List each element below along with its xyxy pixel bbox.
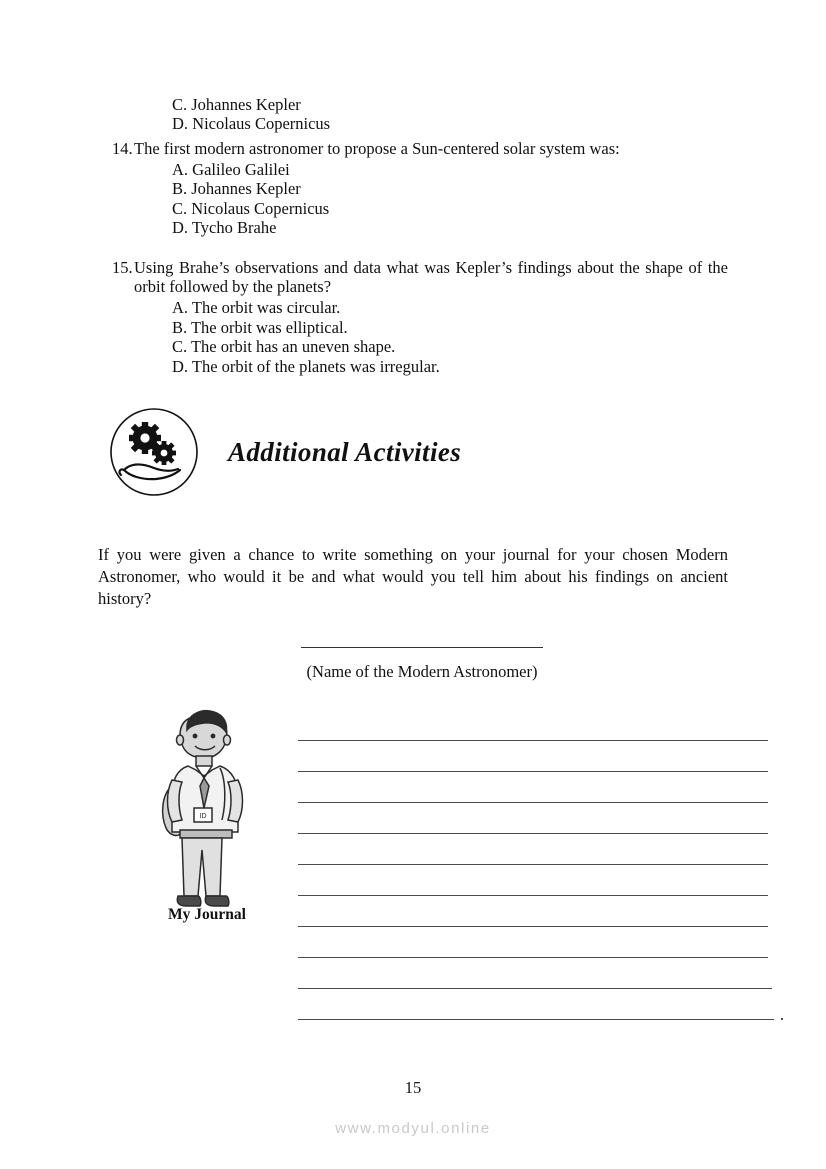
- writing-line[interactable]: [298, 927, 768, 958]
- choice-line: A. Galileo Galilei: [172, 159, 290, 179]
- activity-prompt: If you were given a chance to write something on your journal for your chosen Modern Astronomer, who would it be and what would you tell him about his findings on ancient history?: [98, 545, 728, 608]
- student-illustration: [132, 700, 282, 925]
- page-number: 15: [404, 1078, 422, 1097]
- writing-line[interactable]: [298, 865, 768, 896]
- quiz-item-15: [98, 258, 728, 298]
- section-title: Additional Activities: [228, 436, 462, 467]
- writing-line[interactable]: [298, 834, 768, 865]
- choice-line: B. Johannes Kepler: [172, 179, 301, 199]
- quiz-item-14: [98, 139, 728, 159]
- writing-line[interactable]: [298, 710, 768, 741]
- choice-line: D. The orbit of the planets was irregular.: [172, 356, 440, 376]
- journal-block: [98, 700, 728, 1020]
- page-content: [98, 96, 728, 924]
- question-text: Using Brahe’s observations and data what was Kepler’s findings about the shape of the orbit followed by the planets?: [134, 257, 728, 297]
- question-text: The first modern astronomer to propose a Sun-centered solar system was:: [134, 138, 620, 158]
- astronomer-name-area: [98, 635, 728, 682]
- gears-in-hand-icon: [108, 406, 200, 498]
- astronomer-name-caption: (Name of the Modern Astronomer): [306, 662, 538, 682]
- choice-line: C. The orbit has an uneven shape.: [172, 337, 396, 357]
- writing-line[interactable]: [298, 772, 768, 803]
- writing-line[interactable]: [298, 989, 774, 1020]
- choice-line: B. The orbit was elliptical.: [172, 317, 348, 337]
- journal-caption: My Journal: [168, 906, 246, 924]
- choice-line: C. Nicolaus Copernicus: [172, 198, 330, 218]
- section-header: [108, 406, 728, 498]
- astronomer-name-input[interactable]: [301, 646, 543, 648]
- orphan-choices: [98, 96, 728, 134]
- quiz-item-15-choices: [98, 299, 728, 376]
- writing-line[interactable]: [298, 896, 768, 927]
- spacer: [98, 239, 728, 253]
- question-number: 15.: [112, 257, 133, 277]
- writing-line[interactable]: [298, 741, 768, 772]
- writing-line[interactable]: [298, 803, 768, 834]
- choice-line: D. Nicolaus Copernicus: [172, 114, 331, 134]
- quiz-item-14-choices: [98, 161, 728, 238]
- writing-line[interactable]: [298, 958, 772, 989]
- watermark: www.modyul.online: [335, 1120, 491, 1137]
- choice-line: D. Tycho Brahe: [172, 218, 277, 238]
- journal-writing-area[interactable]: [298, 710, 774, 1020]
- question-number: 14.: [112, 138, 133, 158]
- choice-line: C. Johannes Kepler: [172, 95, 301, 114]
- choice-line: A. The orbit was circular.: [172, 298, 341, 318]
- svg-text:ID: ID: [199, 813, 207, 821]
